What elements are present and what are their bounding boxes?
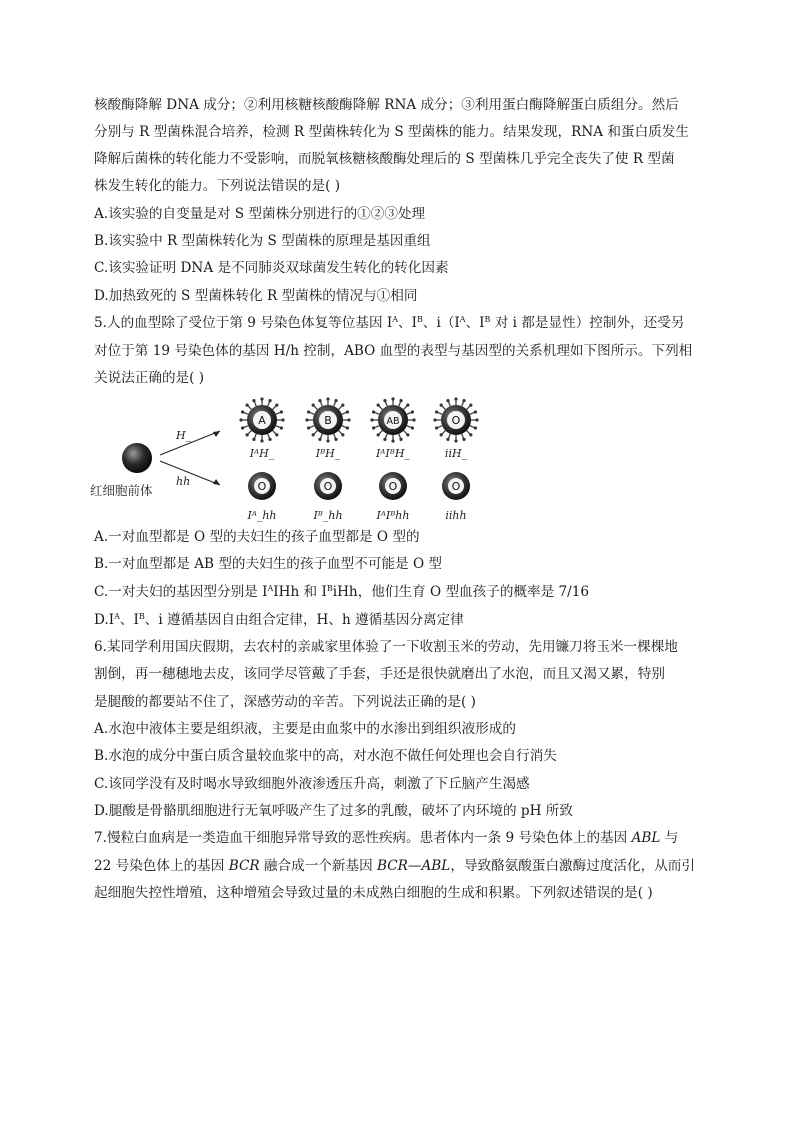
- blood-type-diagram: [90, 395, 490, 525]
- cell-label: O: [451, 414, 461, 427]
- cell-label: O: [257, 480, 267, 493]
- q5-stem-line-3: 关说法正确的是( ): [94, 370, 205, 386]
- genotype-bottom-1: Iᴮ_hh: [313, 509, 343, 522]
- cells-layer: [239, 397, 478, 522]
- q7-stem-line-2: 22 号染色体上的基因 BCR 融合成一个新基因 BCR—ABL，导致酪氨酸蛋白激酶过度活化，从而引: [94, 858, 695, 874]
- antigen-cell-ab: [370, 397, 415, 442]
- q6-option-c: C.该同学没有及时喝水导致细胞外液渗透压升高，刺激了下丘脑产生渴感: [94, 776, 530, 792]
- blood-type-figure: [90, 395, 490, 525]
- genotype-bottom-3: iihh: [445, 509, 467, 522]
- precursor-label: 红细胞前体: [90, 483, 153, 498]
- q4-option-d: D.加热致死的 S 型菌株转化 R 型菌株的情况与①相同: [94, 288, 418, 304]
- q4-stem-line-2: 分别与 R 型菌株混合培养，检测 R 型菌株转化为 S 型菌株的能力。结果发现，RNA 和蛋白质发生: [94, 124, 689, 140]
- q6-option-a: A.水泡中液体主要是组织液，主要是由血浆中的水渗出到组织液形成的: [94, 721, 516, 737]
- arrow-bottom-head: [213, 479, 220, 485]
- q7-stem-line-1: 7.慢粒白血病是一类造血干细胞异常导致的恶性疾病。患者体内一条 9 号染色体上的基因 ABL 与: [94, 830, 679, 846]
- antigen-cell-o: [433, 397, 478, 442]
- genotype-bottom-0: Iᴬ_hh: [247, 509, 277, 522]
- q4-option-b: B.该实验中 R 型菌株转化为 S 型菌株的原理是基因重组: [94, 233, 431, 249]
- q4-stem-line-3: 降解后菌株的转化能力不受影响，而脱氧核糖核酸酶处理后的 S 型菌株几乎完全丧失了使 R 型菌: [94, 151, 675, 167]
- cell-label: O: [451, 480, 461, 493]
- q7-stem-line-3: 起细胞失控性增殖，这种增殖会导致过量的未成熟白细胞的生成和积累。下列叙述错误的是( ): [94, 885, 653, 901]
- precursor-cell: [122, 443, 152, 473]
- genotype-top-3: iiH_: [444, 447, 468, 460]
- q5-option-b: B.一对血型都是 AB 型的夫妇生的孩子血型不可能是 O 型: [94, 556, 443, 572]
- q5-stem-line-2: 对位于第 19 号染色体的基因 H/h 控制，ABO 血型的表型与基因型的关系机理如下图所示。下列相: [94, 343, 693, 359]
- q5-stem-line-1: 5.人的血型除了受位于第 9 号染色体复等位基因 $I^A$、$I^B$、$i(I^A$、$I^B$ 对 i 都是显性）控制外，还受另: [94, 315, 685, 331]
- o-cell-1: [314, 472, 342, 500]
- arrow-top-head: [213, 431, 220, 437]
- q4-stem-line-1: 核酸酶降解 DNA 成分；②利用核糖核酸酶降解 RNA 成分；③利用蛋白酶降解蛋白质组分。然后: [94, 97, 679, 113]
- q5-option-d: $D.I^A$、$I^B$、i 遵循基因自由组合定律，H、h 遵循基因分离定律: [94, 612, 464, 628]
- q6-stem-line-1: 6.某同学利用国庆假期，去农村的亲戚家里体验了一下收割玉米的劳动，先用镰刀将玉米一棵棵地: [94, 639, 678, 655]
- genotype-top-0: IᴬH_: [249, 447, 275, 460]
- genotype-top-2: IᴬIᴮH_: [376, 447, 410, 460]
- q5-option-a: A.一对血型都是 O 型的夫妇生的孩子血型都是 O 型的: [94, 529, 420, 545]
- genotype-top-1: IᴮH_: [315, 447, 341, 460]
- cell-label: AB: [386, 416, 400, 427]
- o-cell-2: [379, 472, 407, 500]
- o-cell-3: [442, 472, 470, 500]
- antigen-cell-a: [239, 397, 284, 442]
- arrow-bottom-label: hh: [176, 475, 191, 488]
- q6-option-d: D.腿酸是骨骼肌细胞进行无氧呼吸产生了过多的乳酸，破坏了内环境的 pH 所致: [94, 803, 573, 819]
- q6-option-b: B.水泡的成分中蛋白质含量较血浆中的高，对水泡不做任何处理也会自行消失: [94, 748, 557, 764]
- q6-stem-line-3: 是腿酸的都要站不住了，深感劳动的辛苦。下列说法正确的是( ): [94, 694, 476, 710]
- arrow-top-label: H_: [176, 429, 192, 442]
- cell-label: B: [324, 414, 332, 427]
- q4-stem-line-4: 株发生转化的能力。下列说法错误的是( ): [94, 178, 341, 194]
- q6-stem-line-2: 割倒，再一穗穗地去皮，该同学尽管戴了手套，手还是很快就磨出了水泡，而且又渴又累，特别: [94, 666, 665, 682]
- antigen-cell-b: [305, 397, 350, 442]
- q4-option-a: A.该实验的自变量是对 S 型菌株分别进行的①②③处理: [94, 206, 426, 222]
- genotype-bottom-2: IᴬIᴮhh: [376, 509, 410, 522]
- q4-option-c: C.该实验证明 DNA 是不同肺炎双球菌发生转化的转化因素: [94, 260, 449, 276]
- cell-label: A: [258, 414, 266, 427]
- cell-label: O: [388, 480, 398, 493]
- cell-label: O: [323, 480, 333, 493]
- o-cell-0: [248, 472, 276, 500]
- q5-option-c: C.一对夫妇的基因型分别是 $I^AIHh$ 和 $I^BiHh$，他们生育 O 型血孩子的概率是 7/16: [94, 584, 590, 600]
